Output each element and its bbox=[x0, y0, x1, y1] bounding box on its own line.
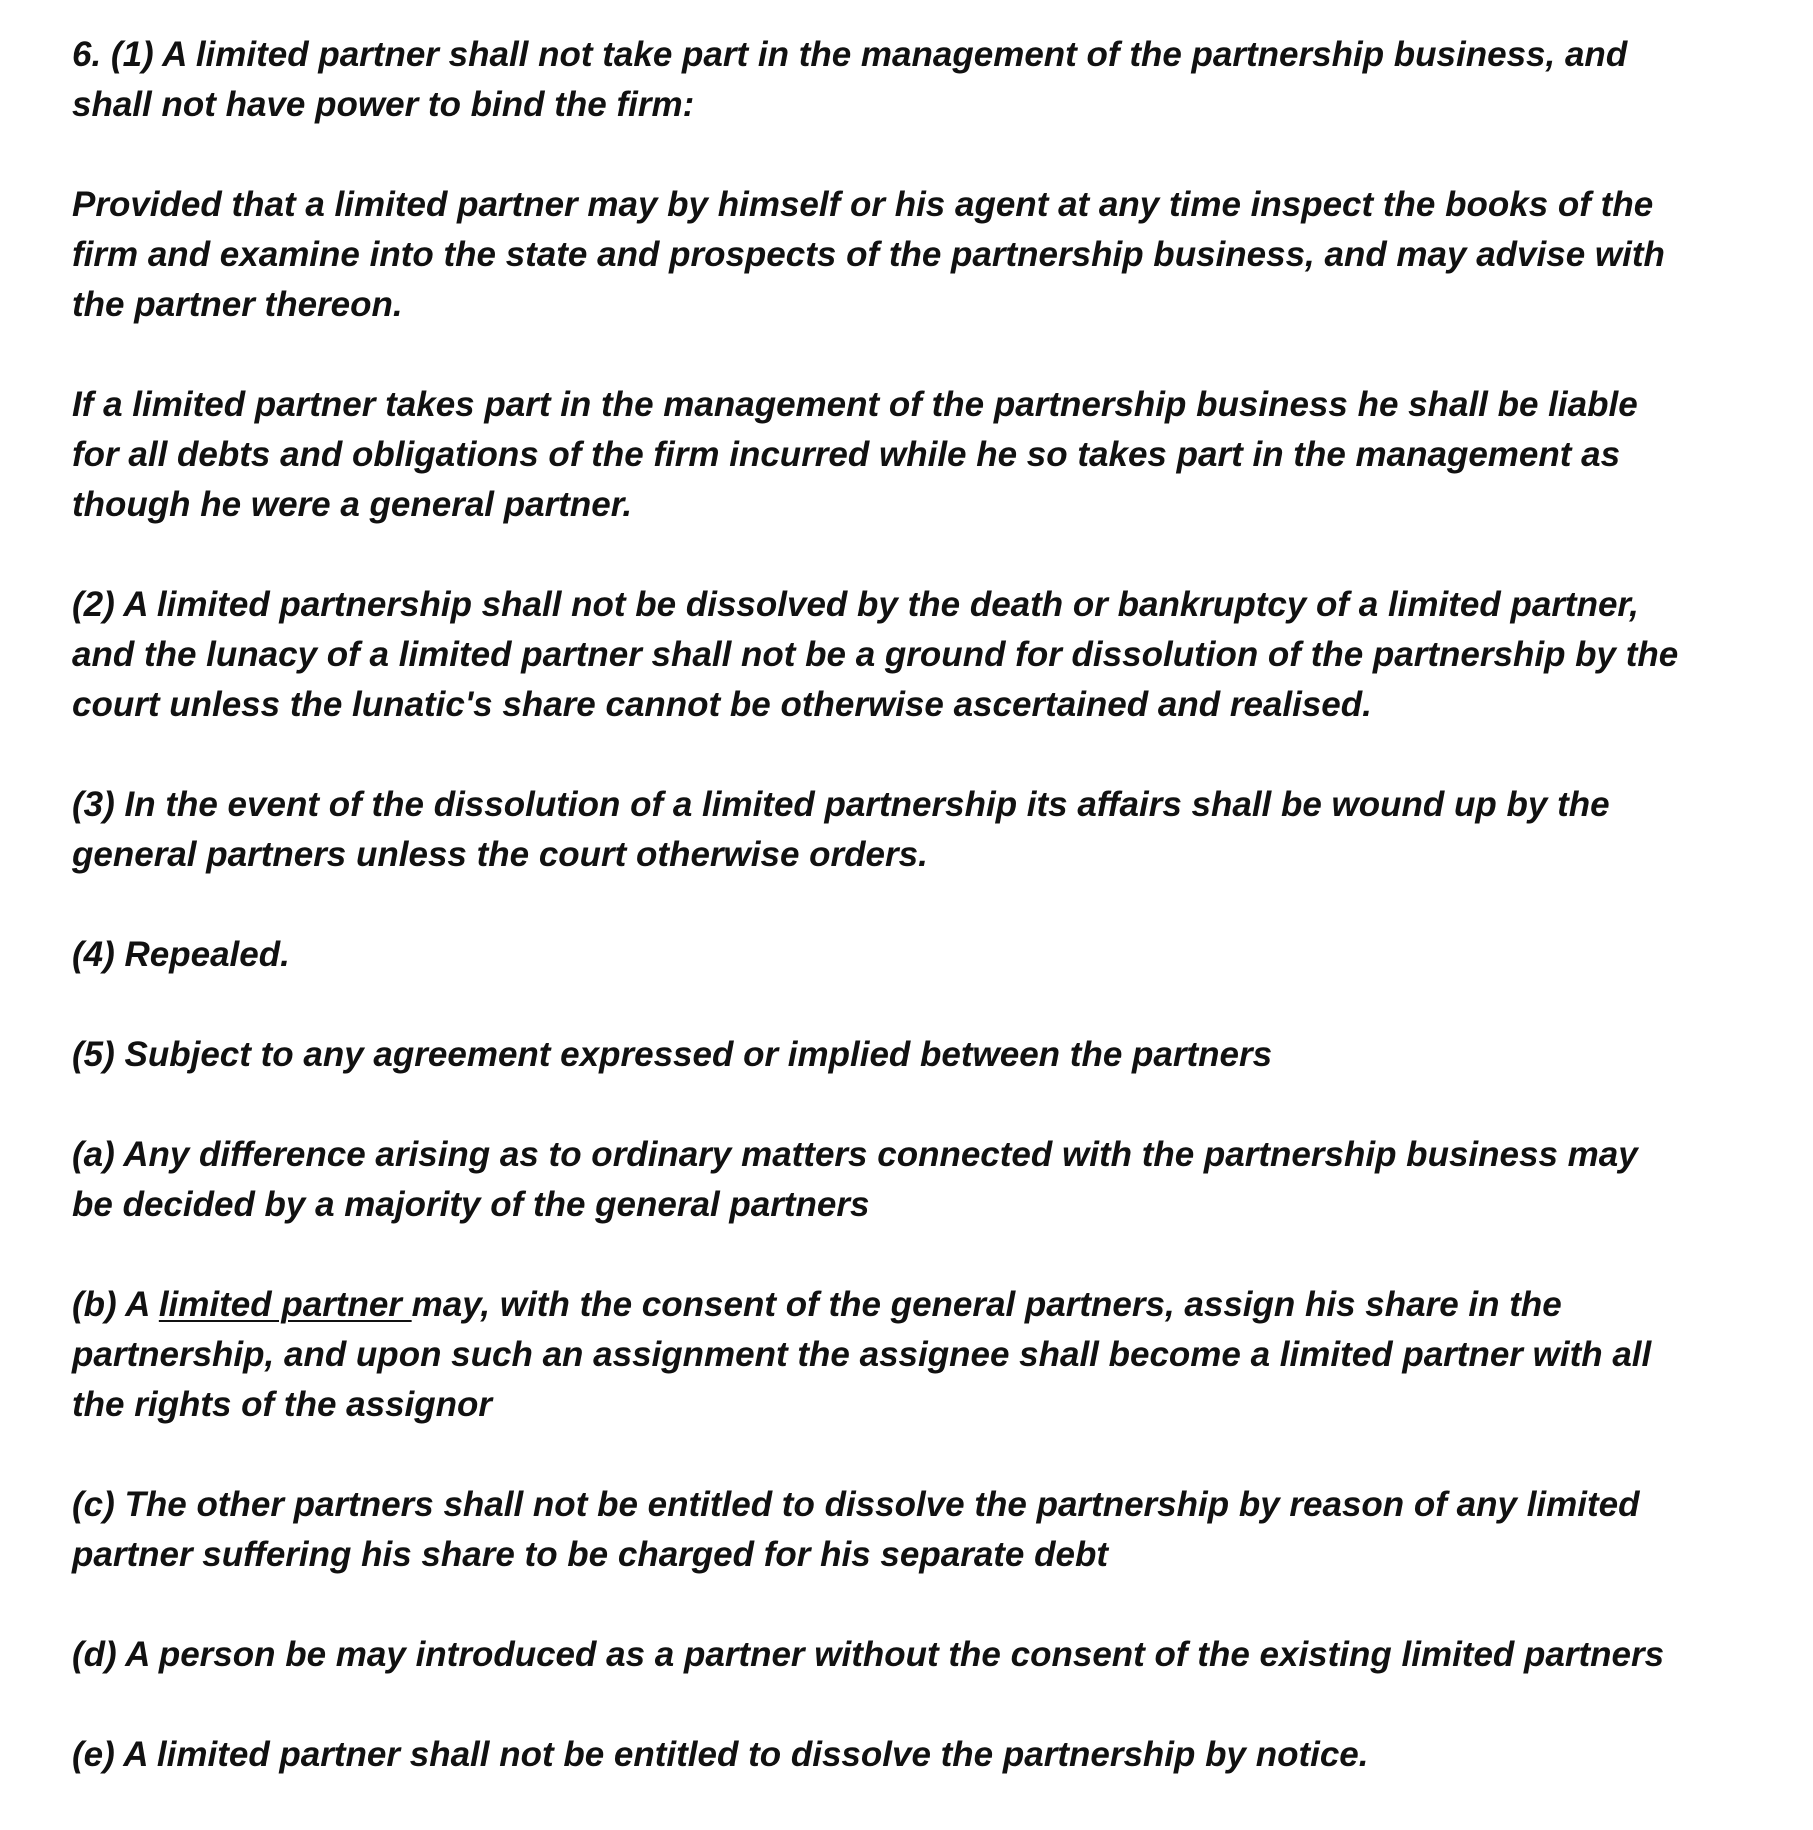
paragraph-6-5-b bbox=[72, 1280, 1802, 1430]
text-line: 6. (1) A limited partner shall not take part in the management of the partnership business, and bbox=[72, 35, 1628, 74]
text-line bbox=[72, 1280, 1802, 1330]
paragraph-6-5-c bbox=[72, 1480, 1802, 1580]
underlined-term: limited partner bbox=[158, 1285, 412, 1324]
text-line: firm and examine into the state and prospects of the partnership business, and may advise with bbox=[72, 235, 1665, 274]
text-line: shall not have power to bind the firm: bbox=[72, 85, 695, 124]
paragraph-6-1 bbox=[72, 30, 1802, 130]
text-line: (2) A limited partnership shall not be dissolved by the death or bankruptcy of a limited partner, bbox=[72, 585, 1639, 624]
paragraph-6-5-e bbox=[72, 1730, 1802, 1780]
text-line: (e) A limited partner shall not be entitled to dissolve the partnership by notice. bbox=[72, 1735, 1369, 1774]
text-line: though he were a general partner. bbox=[72, 485, 633, 524]
text-line: (3) In the event of the dissolution of a limited partnership its affairs shall be wound up by the bbox=[72, 785, 1610, 824]
text-line: partner suffering his share to be charged for his separate debt bbox=[72, 1535, 1109, 1574]
text-line: partnership, and upon such an assignment the assignee shall become a limited partner with all bbox=[72, 1335, 1652, 1374]
paragraph-6-5-d bbox=[72, 1630, 1802, 1680]
text-line: If a limited partner takes part in the management of the partnership business he shall be liable bbox=[72, 385, 1638, 424]
paragraph-6-5-a bbox=[72, 1130, 1802, 1230]
text-line: the rights of the assignor bbox=[72, 1385, 493, 1424]
text-line: Provided that a limited partner may by himself or his agent at any time inspect the books of the bbox=[72, 185, 1654, 224]
paragraph-6-2 bbox=[72, 580, 1802, 730]
paragraph-liability bbox=[72, 380, 1802, 530]
text-line: be decided by a majority of the general partners bbox=[72, 1185, 870, 1224]
paragraph-proviso bbox=[72, 180, 1802, 330]
paragraph-6-4 bbox=[72, 930, 1802, 980]
text-line: the partner thereon. bbox=[72, 285, 403, 324]
text-line: and the lunacy of a limited partner shall not be a ground for dissolution of the partnership by the bbox=[72, 635, 1679, 674]
text-segment: may, with the consent of the general partners, assign his share in the bbox=[411, 1285, 1562, 1324]
text-line: (4) Repealed. bbox=[72, 935, 290, 974]
paragraph-6-3 bbox=[72, 780, 1802, 880]
paragraph-6-5 bbox=[72, 1030, 1802, 1080]
text-line: (d) A person be may introduced as a partner without the consent of the existing limited partners bbox=[72, 1635, 1665, 1674]
text-line: for all debts and obligations of the firm incurred while he so takes part in the management as bbox=[72, 435, 1621, 474]
text-line: general partners unless the court otherwise orders. bbox=[72, 835, 928, 874]
text-line: court unless the lunatic's share cannot be otherwise ascertained and realised. bbox=[72, 685, 1372, 724]
text-segment: (b) A bbox=[72, 1285, 159, 1324]
text-line: (5) Subject to any agreement expressed or implied between the partners bbox=[72, 1035, 1273, 1074]
text-line: (c) The other partners shall not be entitled to dissolve the partnership by reason of any limited bbox=[72, 1485, 1640, 1524]
text-line: (a) Any difference arising as to ordinary matters connected with the partnership business may bbox=[72, 1135, 1638, 1174]
document-body bbox=[72, 30, 1802, 1830]
